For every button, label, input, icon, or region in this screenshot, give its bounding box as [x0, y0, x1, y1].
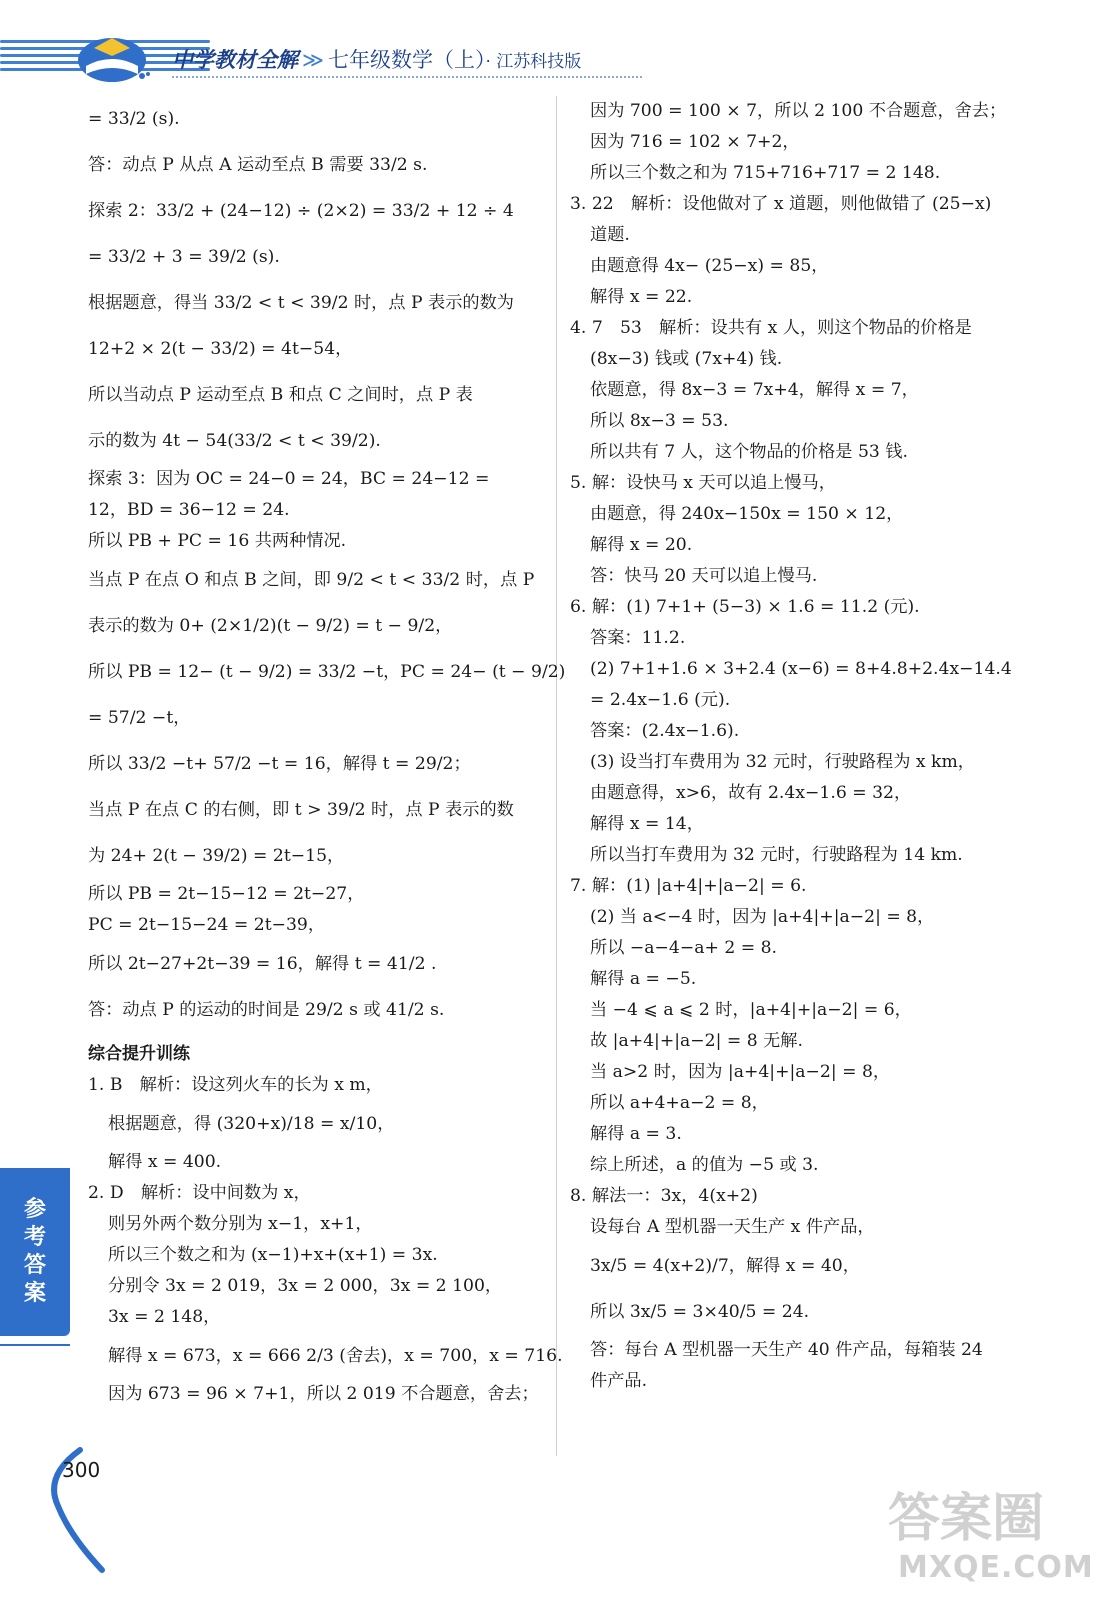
text-line: 答：快马 20 天可以追上慢马. [590, 566, 818, 586]
text-line: 所以 8x−3 = 53. [590, 411, 729, 431]
text-line: 解得 x = 20. [590, 535, 693, 555]
question-line: 2. D 解析：设中间数为 x， [88, 1183, 311, 1203]
side-tab-underline [0, 1344, 70, 1346]
header-separator: ≫ [302, 48, 324, 72]
text-line: 所以三个数之和为 (x−1)+x+(x+1) = 3x. [108, 1245, 438, 1265]
text-line: 根据题意，得当 33/2 < t < 39/2 时，点 P 表示的数为 [88, 293, 514, 313]
text-line: 12，BD = 36−12 = 24. [88, 500, 290, 520]
text-line: 当点 P 在点 C 的右侧，即 t > 39/2 时，点 P 表示的数 [88, 800, 514, 820]
text-line: 答案：(2.4x−1.6). [590, 721, 740, 741]
text-line: 由题意得 4x− (25−x) = 85， [590, 256, 829, 276]
text-line: 所以 a+4+a−2 = 8， [590, 1093, 769, 1113]
text-line: 表示的数为 0+ (2×1/2)(t − 9/2) = t − 9/2， [88, 616, 453, 636]
side-tab-label: 参考答案 [23, 1197, 46, 1306]
text-line: 所以 2t−27+2t−39 = 16，解得 t = 41/2 . [88, 954, 437, 974]
text-line: 12+2 × 2(t − 33/2) = 4t−54， [88, 339, 353, 359]
column-divider [556, 96, 557, 1456]
text-line: 所以 PB = 12− (t − 9/2) = 33/2 −t，PC = 24− (t − 9/2) [88, 662, 566, 682]
text-line: 当 a>2 时，因为 |a+4|+|a−2| = 8， [590, 1062, 891, 1082]
book-title: 中学教材全解 [172, 48, 298, 72]
text-line: 探索 2：33/2 + (24−12) ÷ (2×2) = 33/2 + 12 ÷ 4 [88, 201, 514, 221]
text-line: 分别令 3x = 2 019，3x = 2 000，3x = 2 100， [108, 1276, 503, 1296]
text-line: 解得 a = 3. [590, 1124, 682, 1144]
text-line: 因为 700 = 100 × 7，所以 2 100 不合题意，舍去； [590, 101, 1007, 121]
question-line: 6. 解：(1) 7+1+ (5−3) × 1.6 = 11.2 (元). [570, 597, 920, 617]
text-line: 件产品. [590, 1371, 648, 1391]
text-line: 解得 x = 400. [108, 1152, 222, 1172]
watermark-logo-text: 答案圈 [888, 1489, 1045, 1549]
text-line: 由题意，得 240x−150x = 150 × 12， [590, 504, 904, 524]
text-line: = 33/2 + 3 = 39/2 (s). [88, 247, 280, 267]
answer-key-side-tab [0, 1168, 70, 1336]
text-line: 所以当打车费用为 32 元时，行驶路程为 14 km. [590, 845, 963, 865]
text-line: (8x−3) 钱或 (7x+4) 钱. [590, 349, 783, 369]
text-line: 设每台 A 型机器一天生产 x 件产品， [590, 1217, 875, 1237]
text-line: (3) 设当打车费用为 32 元时，行驶路程为 x km， [590, 752, 975, 772]
text-line: 故 |a+4|+|a−2| = 8 无解. [590, 1031, 803, 1051]
text-line: 由题意得，x>6，故有 2.4x−1.6 = 32， [590, 783, 912, 803]
text-line: 所以 PB + PC = 16 共两种情况. [88, 531, 347, 551]
text-line: 所以当动点 P 运动至点 B 和点 C 之间时，点 P 表 [88, 385, 473, 405]
text-line: 当 −4 ⩽ a ⩽ 2 时，|a+4|+|a−2| = 6， [590, 1000, 912, 1020]
text-line: 答案：11.2. [590, 628, 686, 648]
question-line: 4. 7 53 解析：设共有 x 人，则这个物品的价格是 [570, 318, 972, 338]
text-line: (2) 7+1+1.6 × 3+2.4 (x−6) = 8+4.8+2.4x−14.4 [590, 659, 1012, 679]
text-line: = 33/2 (s). [88, 109, 180, 129]
section-title: 综合提升训练 [88, 1044, 190, 1064]
text-line: 答：每台 A 型机器一天生产 40 件产品，每箱装 24 [590, 1340, 983, 1360]
text-line: 所以 33/2 −t+ 57/2 −t = 16，解得 t = 29/2； [88, 754, 471, 774]
text-line: 解得 a = −5. [590, 969, 697, 989]
question-line: 7. 解：(1) |a+4|+|a−2| = 6. [570, 876, 807, 896]
left-column [88, 96, 566, 1410]
header-title [172, 44, 581, 74]
text-line: 因为 673 = 96 × 7+1，所以 2 019 不合题意，舍去； [108, 1384, 539, 1404]
right-column [570, 96, 1050, 1397]
text-line: 示的数为 4t − 54(33/2 < t < 39/2). [88, 431, 381, 451]
text-line: 解得 x = 14， [590, 814, 704, 834]
question-line: 5. 解：设快马 x 天可以追上慢马， [570, 473, 836, 493]
question-line: 1. B 解析：设这列火车的长为 x m， [88, 1075, 383, 1095]
text-line: 3x/5 = 4(x+2)/7，解得 x = 40， [590, 1256, 860, 1276]
page-header [0, 0, 1074, 90]
text-line: 解得 x = 22. [590, 287, 693, 307]
text-line: PC = 2t−15−24 = 2t−39， [88, 915, 326, 935]
text-line: = 57/2 −t， [88, 708, 191, 728]
text-line: (2) 当 a<−4 时，因为 |a+4|+|a−2| = 8， [590, 907, 935, 927]
text-line: 当点 P 在点 O 和点 B 之间，即 9/2 < t < 33/2 时，点 P [88, 570, 535, 590]
watermark [888, 1476, 1094, 1596]
watermark-url: MXQE.COM [898, 1550, 1094, 1585]
text-line: 根据题意，得 (320+x)/18 = x/10， [108, 1114, 395, 1134]
text-line: 所以三个数之和为 715+716+717 = 2 148. [590, 163, 941, 183]
book-logo-icon [72, 30, 152, 84]
text-line: 因为 716 = 102 × 7+2， [590, 132, 800, 152]
header-dotted-rule [172, 76, 642, 78]
text-line: 所以 −a−4−a+ 2 = 8. [590, 938, 777, 958]
question-line: 3. 22 解析：设他做对了 x 道题，则他做错了 (25−x) [570, 194, 992, 214]
book-subtitle: 七年级数学（上） [327, 48, 486, 72]
text-line: = 2.4x−1.6 (元). [590, 690, 731, 710]
text-line: 所以 PB = 2t−15−12 = 2t−27， [88, 884, 365, 904]
text-line: 道题. [590, 225, 630, 245]
text-line: 为 24+ 2(t − 39/2) = 2t−15， [88, 846, 345, 866]
question-line: 8. 解法一：3x，4(x+2) [570, 1186, 758, 1206]
text-line: 探索 3：因为 OC = 24−0 = 24，BC = 24−12 = [88, 469, 490, 489]
text-line: 3x = 2 148， [108, 1307, 221, 1327]
text-line: 答：动点 P 的运动的时间是 29/2 s 或 41/2 s. [88, 1000, 445, 1020]
text-line: 依题意，得 8x−3 = 7x+4，解得 x = 7， [590, 380, 919, 400]
text-line: 所以共有 7 人，这个物品的价格是 53 钱. [590, 442, 908, 462]
text-line: 答：动点 P 从点 A 运动至点 B 需要 33/2 s. [88, 155, 428, 175]
text-line: 所以 3x/5 = 3×40/5 = 24. [590, 1302, 810, 1322]
text-line: 解得 x = 673，x = 666 2/3 (舍去)，x = 700，x = 716. [108, 1346, 563, 1366]
text-line: 综上所述，a 的值为 −5 或 3. [590, 1155, 819, 1175]
book-edition: · 江苏科技版 [485, 52, 582, 72]
page-number: 300 [62, 1458, 101, 1482]
text-line: 则另外两个数分别为 x−1，x+1， [108, 1214, 373, 1234]
